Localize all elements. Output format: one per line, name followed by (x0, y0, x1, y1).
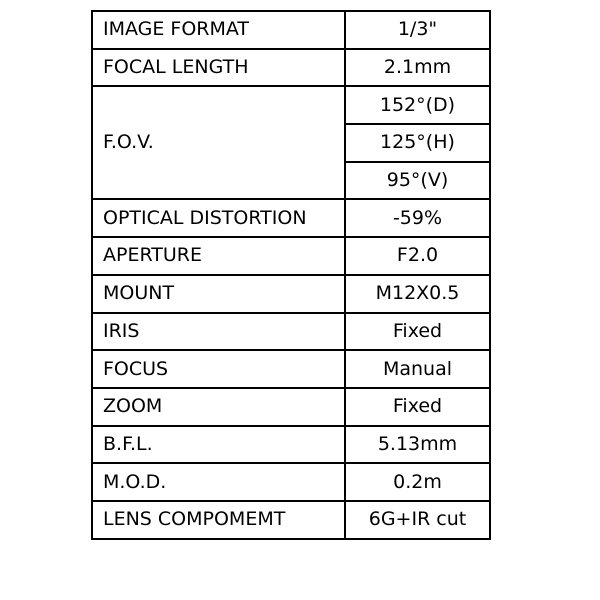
table-row (92, 199, 490, 237)
spec-value-zoom: Fixed (345, 388, 490, 426)
table-row (92, 501, 490, 539)
spec-value-focal-length: 2.1mm (345, 49, 490, 87)
spec-label-image-format: IMAGE FORMAT (92, 11, 345, 49)
spec-value-mod: 0.2m (345, 463, 490, 501)
spec-label-mod: M.O.D. (92, 463, 345, 501)
spec-label-optical-distortion: OPTICAL DISTORTION (92, 199, 345, 237)
table-row (92, 11, 490, 49)
spec-label-iris: IRIS (92, 313, 345, 351)
spec-value-fov-diagonal: 152°(D) (345, 86, 490, 124)
spec-label-zoom: ZOOM (92, 388, 345, 426)
spec-value-fov-vertical: 95°(V) (345, 162, 490, 200)
spec-value-lens-component: 6G+IR cut (345, 501, 490, 539)
table-row (92, 313, 490, 351)
table-row (92, 463, 490, 501)
table-row (92, 49, 490, 87)
table-row (92, 350, 490, 388)
table-row (92, 275, 490, 313)
spec-label-focus: FOCUS (92, 350, 345, 388)
spec-value-fov-horizontal: 125°(H) (345, 124, 490, 162)
spec-value-image-format: 1/3" (345, 11, 490, 49)
spec-label-lens-component: LENS COMPOMEMT (92, 501, 345, 539)
spec-label-bfl: B.F.L. (92, 426, 345, 464)
spec-label-fov: F.O.V. (92, 86, 345, 199)
spec-value-aperture: F2.0 (345, 237, 490, 275)
spec-value-iris: Fixed (345, 313, 490, 351)
spec-value-bfl: 5.13mm (345, 426, 490, 464)
table-row (92, 237, 490, 275)
spec-label-focal-length: FOCAL LENGTH (92, 49, 345, 87)
table-row (92, 388, 490, 426)
spec-label-aperture: APERTURE (92, 237, 345, 275)
spec-value-mount: M12X0.5 (345, 275, 490, 313)
spec-label-mount: MOUNT (92, 275, 345, 313)
table-row (92, 86, 490, 124)
lens-spec-table (91, 10, 491, 540)
table-row (92, 426, 490, 464)
spec-value-optical-distortion: -59% (345, 199, 490, 237)
spec-value-focus: Manual (345, 350, 490, 388)
